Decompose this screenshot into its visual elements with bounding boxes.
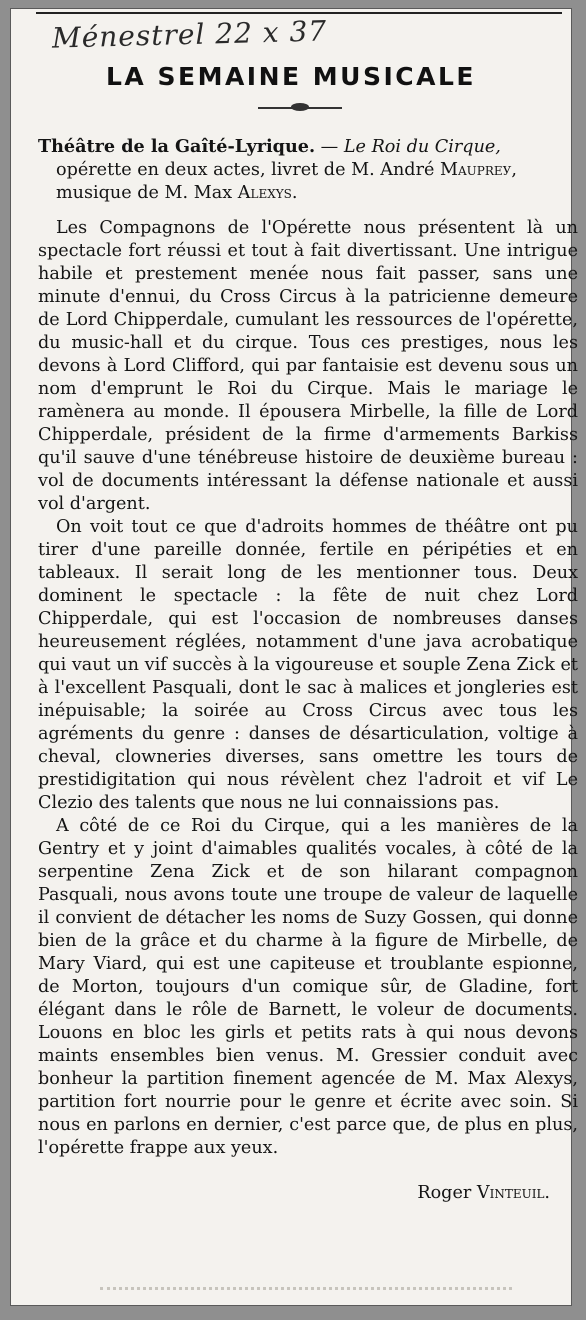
theatre-name: Théâtre de la Gaîté-Lyrique. xyxy=(38,136,316,157)
author-first-name: Roger xyxy=(417,1183,477,1203)
librettist-surname: Maupreу xyxy=(440,160,512,180)
libretto-text: opérette en deux actes, livret de M. André xyxy=(56,160,440,180)
article-paragraph-3: A côté de ce Roi du Cirque, qui a les manières de la Gentry et y joint d'aimables qualités vocales, à côté de la serpentine Zena Zick et de son hilarant compagnon Pasquali, nous avons toute une troupe de valeur de laquelle il convient de détacher les noms de Suzy Gossen, qui donne bien de la grâce et du charme à la figure de Mirbelle, de Mary Viard, qui est une capiteuse et troublante espionne, de Morton, toujours d'un comique sûr, de Gladine, fort élégant dans le rôle de Barnett, le voleur de documents. Louons en bloc les girls et petits rats à qui nous devons maints ensembles bien venus. M. Gressier conduit avec bonheur la partition finement agencée de M. Max Alexys, partition fort nourrie pour le genre et écrite avec soin. Si nous en parlons en dernier, c'est parce que, de plus en plus, l'opérette frappe aux yeux. xyxy=(38,816,578,1158)
cut-edge xyxy=(100,1287,512,1300)
section-title: LA SEMAINE MUSICALE xyxy=(106,62,476,91)
newspaper-clipping xyxy=(10,8,578,1306)
work-title: Le Roi du Cirque, xyxy=(343,137,501,157)
music-text: musique de M. Max xyxy=(56,183,238,203)
top-rule xyxy=(36,12,562,14)
heading-dash: — xyxy=(315,137,344,157)
divider-ornament xyxy=(291,103,309,111)
handwritten-annotation: Ménestrel 22 x 37 xyxy=(51,14,328,55)
article-heading xyxy=(38,135,578,205)
article-paragraph-1: Les Compagnons de l'Opérette nous présentent là un spectacle fort réussi et tout à fait divertissant. Une intrigue habile et prestement menée nous fait passer, sans une minute d'ennui, du Cross Circus à la patricienne demeure de Lord Chipperdale, cumulant les ressources de l'opérette, du music-hall et du cirque. Tous ces prestiges, nous les devons à Lord Clifford, qui par fantaisie est devenu sous un nom d'emprunt le Roi du Cirque. Mais le mariage le ramènera au monde. Il épousera Mirbelle, la fille de Lord Chipperdale, président de la firme d'armements Barkiss qu'il sauve d'une ténébreuse histoire de deuxième bureau : vol de documents intéressant la défense nationale et aussi vol d'argent. xyxy=(38,218,578,514)
article-body xyxy=(38,135,578,1205)
heading-music-line xyxy=(38,183,297,203)
author-surname: Vinteuil. xyxy=(476,1183,550,1203)
heading-libretto-line: opérette en deux actes, livret de M. André Maupreу, xyxy=(56,160,517,180)
article-paragraph-2: On voit tout ce que d'adroits hommes de théâtre ont pu tirer d'une pareille donnée, fertile en péripéties et en tableaux. Il serait long de les mentionner tous. Deux dominent le spectacle : la fête de nuit chez Lord Chipperdale, qui est l'occasion de nombreuses danses heureusement réglées, notamment d'une java acrobatique qui vaut un vif succès à la vigoureuse et souple Zena Zick et à l'excellent Pasquali, dont le sac à malices et jongleries est inépuisable; la soirée au Cross Circus avec tous les agréments du genre : danses de désarticulation, voltige à cheval, clowneries diverses, sans omettre les tours de prestidigitation qui nous révèlent chez l'adroit et vif Le Clezio des talents que nous ne lui connaissions pas. xyxy=(38,517,578,813)
composer-surname: Alexys. xyxy=(237,183,298,203)
author-signature xyxy=(38,1182,578,1205)
